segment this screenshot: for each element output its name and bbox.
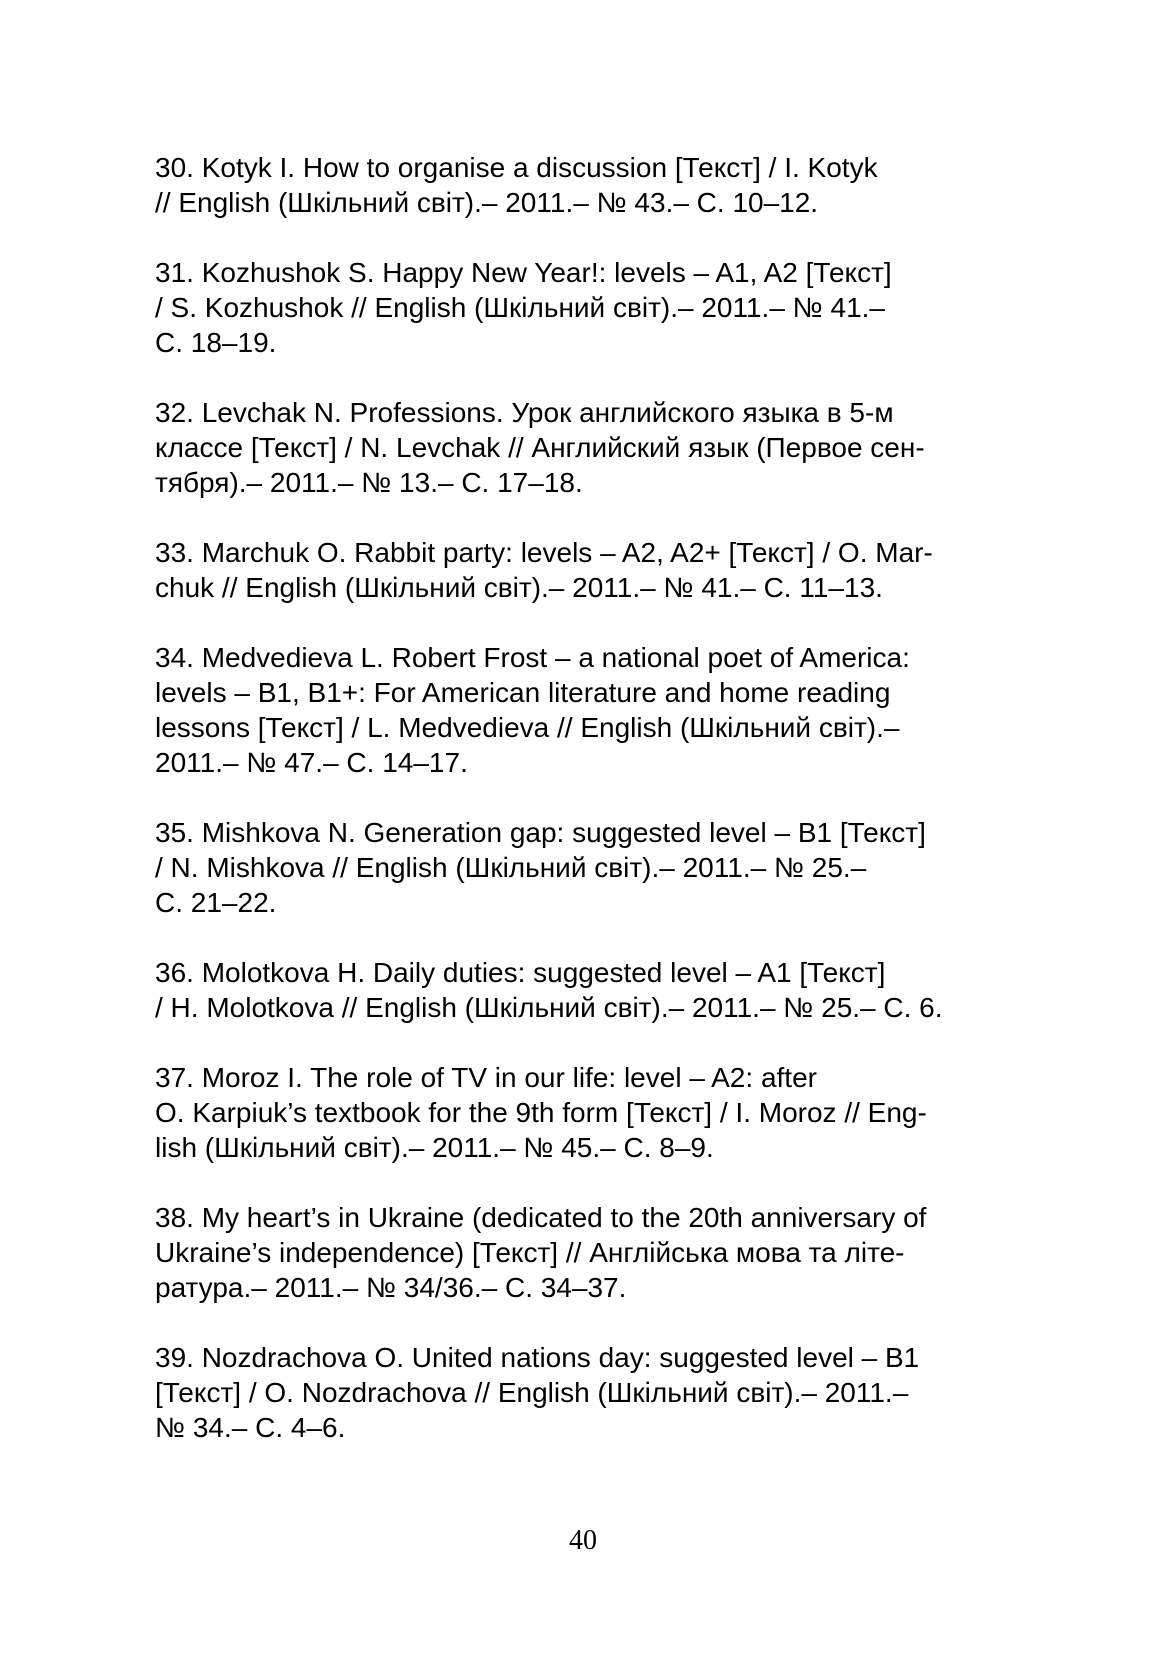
bibliography-entry-39: 39. Nozdrachova O. United nations day: suggested level – B1 [Текст] / O. Nozdrachova // English (Шкільний світ).– 2011.– № 34.– С. 4–6.	[155, 1342, 920, 1443]
bibliography-list	[155, 150, 1005, 1480]
bibliography-entry-32: 32. Levchak N. Professions. Урок английского языка в 5-м классе [Текст] / N. Levchak // Английский язык (Первое сен- тября).– 2011.– № 13.– С. 17–18.	[155, 397, 925, 498]
bibliography-entry-36: 36. Molotkova H. Daily duties: suggested level – A1 [Текст] / H. Molotkova // English (Шкільний світ).– 2011.– № 25.– С. 6.	[155, 957, 943, 1023]
bibliography-entry-37: 37. Moroz I. The role of TV in our life: level – A2: after O. Karpiuk’s textbook for the 9th form [Текст] / I. Moroz // Eng- lish (Шкільний світ).– 2011.– № 45.– С. 8–9.	[155, 1062, 927, 1163]
bibliography-entry-31: 31. Kozhushok S. Happy New Year!: levels – A1, A2 [Текст] / S. Kozhushok // English (Шкільний світ).– 2011.– № 41.– С. 18–19.	[155, 257, 892, 358]
page-number: 40	[569, 1525, 597, 1556]
bibliography-entry-30: 30. Kotyk I. How to organise a discussion [Текст] / I. Kotyk // English (Шкільний світ).– 2011.– № 43.– С. 10–12.	[155, 152, 878, 218]
bibliography-entry-33: 33. Marchuk O. Rabbit party: levels – A2, A2+ [Текст] / O. Mar- chuk // English (Шкільний світ).– 2011.– № 41.– С. 11–13.	[155, 537, 933, 603]
bibliography-entry-35: 35. Mishkova N. Generation gap: suggested level – B1 [Текст] / N. Mishkova // English (Шкільний світ).– 2011.– № 25.– С. 21–22.	[155, 817, 926, 918]
bibliography-entry-34: 34. Medvedieva L. Robert Frost – a national poet of America: levels – B1, B1+: For American literature and home reading lessons [Текст] / L. Medvedieva // English (Шкільний світ).– 2011.– № 47.– С. 14–17.	[155, 642, 910, 778]
bibliography-entry-38: 38. My heart’s in Ukraine (dedicated to the 20th anniversary of Ukraine’s independence) [Текст] // Англійська мова та літе- ратура.– 2011.– № 34/36.– С. 34–37.	[155, 1202, 927, 1303]
